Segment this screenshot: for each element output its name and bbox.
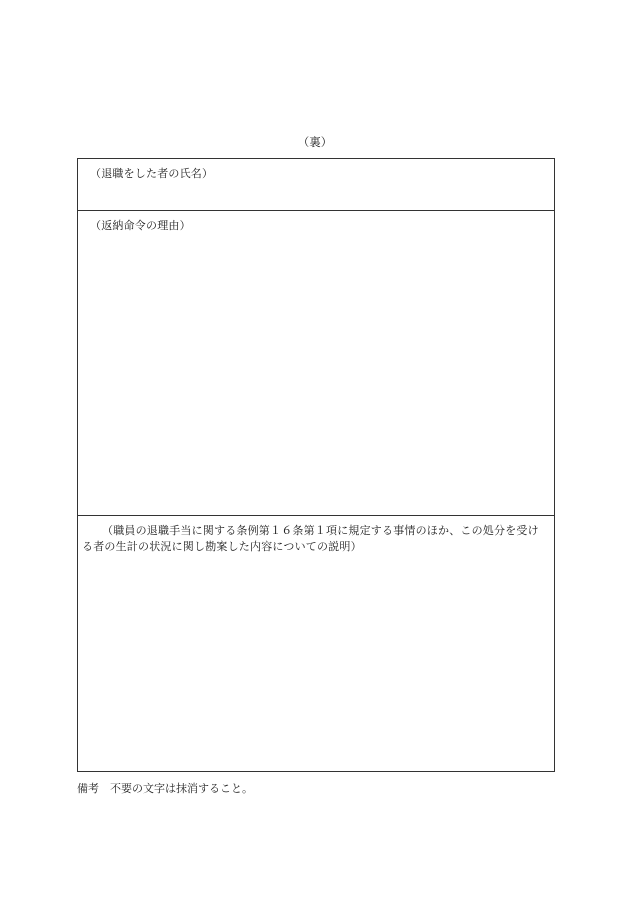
livelihood-explanation-label (82, 523, 546, 555)
retiree-name-section (78, 159, 554, 211)
remarks-note: 備考 不要の文字は抹消すること。 (77, 782, 253, 795)
explanation-label-line1: （職員の退職手当に関する条例第１６条第１項に規定する事情のほか、この処分を受け (102, 524, 539, 537)
livelihood-explanation-section (78, 516, 554, 773)
return-order-form-table (77, 158, 555, 772)
page-side-label: （裏） (297, 135, 333, 149)
explanation-label-line2: る者の生計の状況に関し勘案した内容についての説明） (82, 540, 362, 553)
retiree-name-label: （退職をした者の氏名） (90, 167, 214, 180)
reason-label: （返納命令の理由） (90, 219, 191, 232)
reason-section (78, 211, 554, 516)
